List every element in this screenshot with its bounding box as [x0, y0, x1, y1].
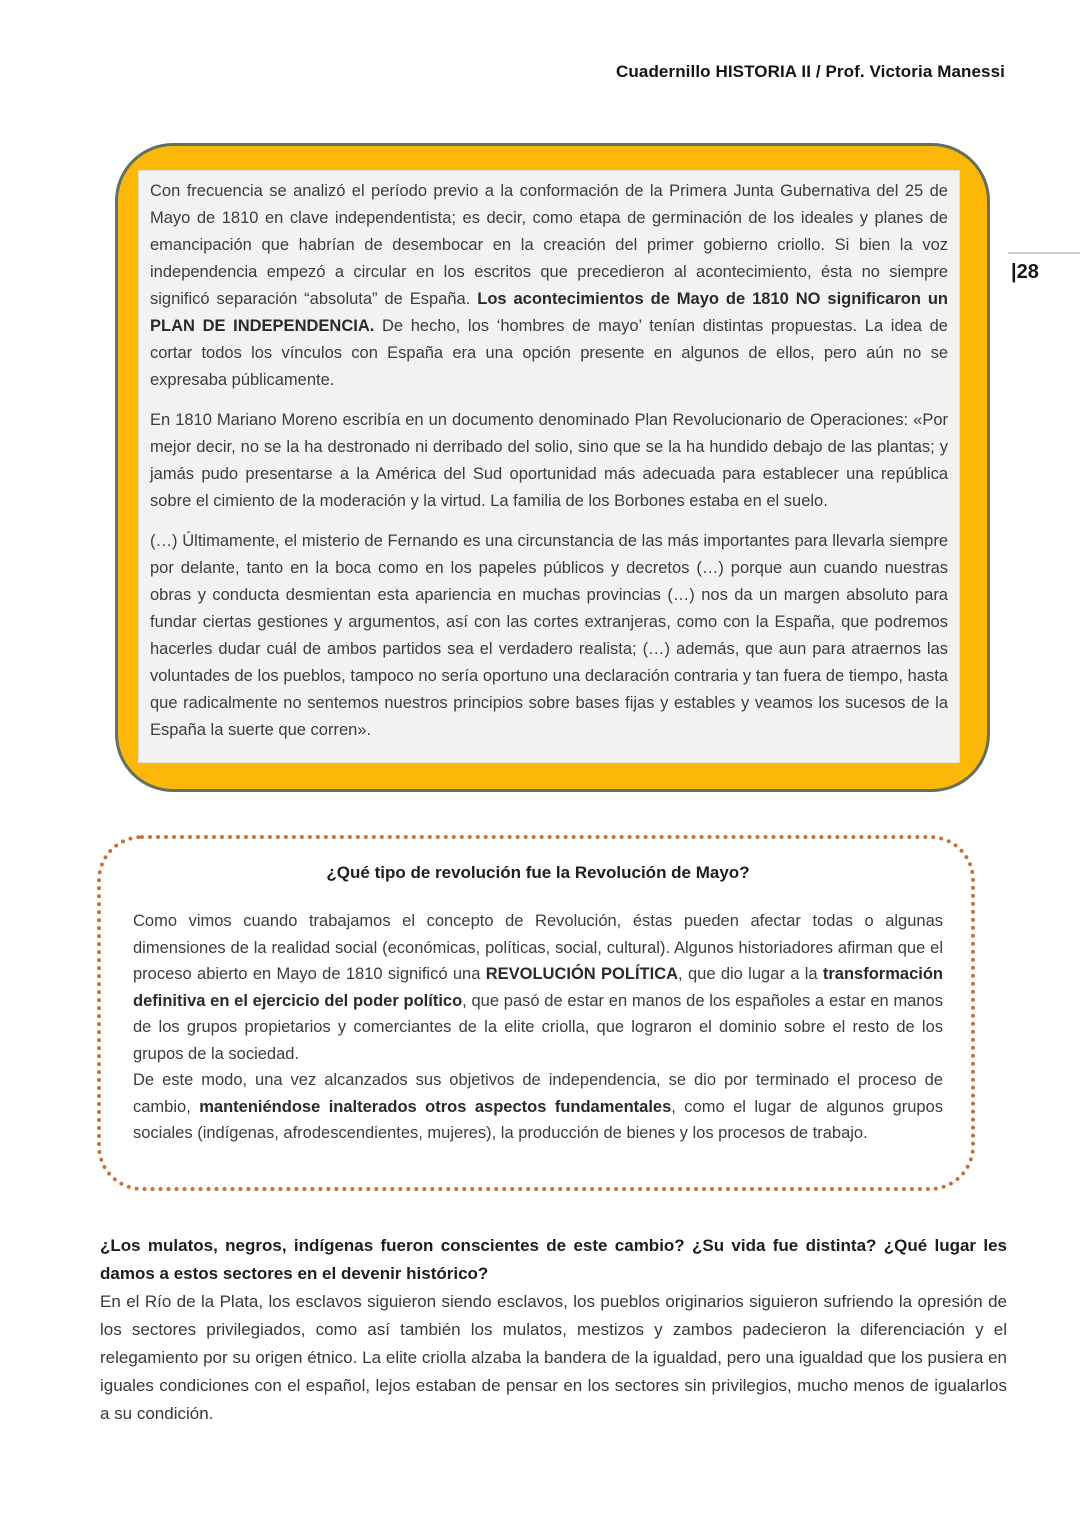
document-header-title: Cuadernillo HISTORIA II / Prof. Victoria Manessi: [616, 62, 1005, 81]
revolution-question-paragraph-2: De este modo, una vez alcanzados sus objetivos de independencia, se dio por terminado el proceso de cambio, manteniéndose inalterados otros aspectos fundamentales, como el lugar de algunos grupos sociales (indígenas, afrodescendientes, mujeres), la producción de bienes y los procesos de trabajo.: [133, 1071, 944, 1142]
highlight-paragraph-3: (…) Últimamente, el misterio de Fernando es una circunstancia de las más importantes para llevarla siempre por delante, tanto en la boca como en los papeles públicos y decretos (…) porque aun cuando nuestras obras y conducta desmientan esta apariencia en muchas provincias (…) nos da un margen absoluto para fundar ciertas gestiones y argumentos, así con las cortes extranjeras, como con la España, que podremos hacerles dudar cuál de ambos partidos sea el verdadero realista; (…) además, que aun para atraernos las voluntades de los pueblos, tampoco no sería oportuno una declaración contraria y tan fuera de tiempo, hasta que radicalmente no sentemos nuestros principios sobre bases fijas y estables y veamos los sucesos de la España la suerte que corren».: [150, 532, 948, 739]
revolution-question-box: [97, 835, 975, 1191]
highlight-paragraph-2: En 1810 Mariano Moreno escribía en un documento denominado Plan Revolucionario de Operaciones: «Por mejor decir, no se la ha destronado ni derribado del solio, sino que se la ha hundido debajo de las plantas; y jamás pudo presentarse a la América del Sud oportunidad más adecuada para establecer una república sobre el cimiento de la moderación y la virtud. La familia de los Borbones estaba en el suelo.: [150, 411, 948, 510]
closing-question: ¿Los mulatos, negros, indígenas fueron conscientes de este cambio? ¿Su vida fue distinta? ¿Qué lugar les damos a estos sectores en el devenir histórico?: [100, 1236, 1007, 1283]
closing-paragraph: En el Río de la Plata, los esclavos siguieron siendo esclavos, los pueblos originarios siguieron sufriendo la opresión de los sectores privilegiados, como así también los mulatos, mestizos y zambos padecieron la diferenciación y el relegamiento por su origen étnico. La elite criolla alzaba la bandera de la igualdad, pero una igualdad que los pusiera en iguales condiciones con el español, lejos estaban de pensar en los sectores sin privilegios, mucho menos de igualarlos a su condición.: [100, 1292, 1007, 1423]
revolution-question-box-title: ¿Qué tipo de revolución fue la Revolución de Mayo?: [326, 863, 750, 882]
highlight-paragraph-1: Con frecuencia se analizó el período previo a la conformación de la Primera Junta Gubernativa del 25 de Mayo de 1810 en clave independentista; es decir, como etapa de germinación de los ideales y planes de emancipación que habrían de desembocar en la creación del primer gobierno criollo. Si bien la voz independencia empezó a circular en los escritos que precedieron al acontecimiento, ésta no siempre significó separación “absoluta” de España. Los acontecimientos de Mayo de 1810 NO significaron un PLAN DE INDEPENDENCIA. De hecho, los ‘hombres de mayo’ tenían distintas propuestas. La idea de cortar todos los vínculos con España era una opción presente en algunos de ellos, pero aún no se expresaba públicamente.: [150, 182, 948, 389]
revolution-question-paragraph-1: Como vimos cuando trabajamos el concepto de Revolución, éstas pueden afectar todas o algunas dimensiones de la realidad social (económicas, políticas, social, cultural). Algunos historiadores afirman que el proceso abierto en Mayo de 1810 significó una REVOLUCIÓN POLÍTICA, que dio lugar a la transformación definitiva en el ejercicio del poder político, que pasó de estar en manos de los españoles a estar en manos de los grupos propietarios y comerciantes de la elite criolla, que lograron el dominio sobre el resto de los grupos de la sociedad.: [133, 912, 943, 1063]
page-number-divider: [1008, 252, 1080, 254]
yellow-highlight-box-content: [138, 170, 960, 763]
page-number: |28: [1011, 261, 1039, 283]
yellow-highlight-box: [115, 143, 990, 792]
closing-section: [100, 1232, 1007, 1428]
